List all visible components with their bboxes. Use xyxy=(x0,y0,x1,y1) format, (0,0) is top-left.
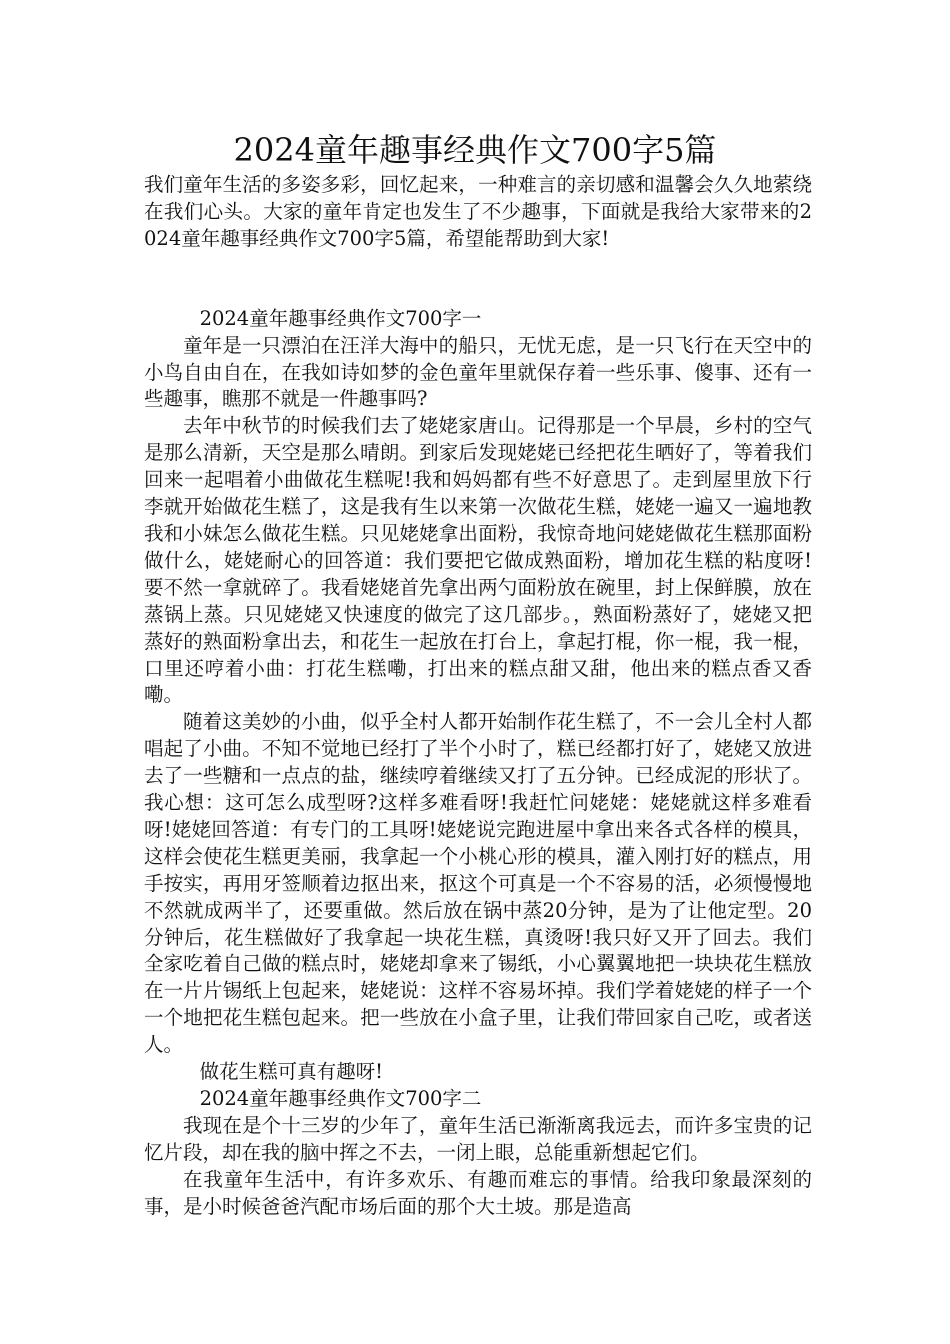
essay-2-paragraph-2: 在我童年生活中，有许多欢乐、有趣而难忘的事情。给我印象最深刻的事，是小时候爸爸汽配市场后面的那个大土坡。那是造高 xyxy=(144,1167,812,1218)
essay-1-paragraph-4: 做花生糕可真有趣呀! xyxy=(199,1060,383,1084)
essay-2-paragraph-1: 我现在是个十三岁的少年了，童年生活已渐渐离我远去，而许多宝贵的记忆片段，却在我的脑中挥之不去，一闭上眼，总能重新想起它们。 xyxy=(144,1113,812,1164)
intro-paragraph: 我们童年生活的多姿多彩，回忆起来，一种难言的亲切感和温馨会久久地萦绕在我们心头。大家的童年肯定也发生了不少趣事，下面就是我给大家带来的2024童年趣事经典作文700字5篇，希望能帮助到大家! xyxy=(144,173,812,250)
paragraph-gap xyxy=(144,253,812,306)
document-title: 2024童年趣事经典作文700字5篇 xyxy=(233,131,717,169)
essay-1-heading: 2024童年趣事经典作文700字一 xyxy=(199,306,482,330)
document-body xyxy=(144,172,812,1221)
essay-1-paragraph-1: 童年是一只漂泊在汪洋大海中的船只，无忧无虑，是一只飞行在天空中的小鸟自由自在，在我如诗如梦的金色童年里就保存着一些乐事、傻事、还有一些趣事，瞧那不就是一件趣事吗? xyxy=(144,333,812,411)
essay-1-paragraph-3: 随着这美妙的小曲，似乎全村人都开始制作花生糕了，不一会儿全村人都唱起了小曲。不知不觉地已经打了半个小时了，糕已经都打好了，姥姥又放进去了一些糖和一点点的盐，继续哼着继续又打了五分钟。已经成泥的形状了。我心想：这可怎么成型呀?这样多难看呀!我赶忙问姥姥：姥姥就这样多难看呀!姥姥回答道：有专门的工具呀!姥姥说完跑进屋中拿出来各式各样的模具，这样会使花生糕更美丽，我拿起一个小桃心形的模具，灌入刚打好的糕点，用手按实，再用牙签顺着边抠出来，抠这个可真是一个不容易的活，必须慢慢地不然就成两半了，还要重做。然后放在锅中蒸20分钟，是为了让他定型。20分钟后，花生糕做好了我拿起一块花生糕，真烫呀!我只好又开了回去。我们全家吃着自己做的糕点时，姥姥却拿来了锡纸，小心翼翼地把一块块花生糕放在一片片锡纸上包起来，姥姥说：这样不容易坏掉。我们学着姥姥的样子一个一个地把花生糕包起来。把一些放在小盒子里，让我们带回家自己吃，或者送人。 xyxy=(144,710,812,1057)
essay-2-heading: 2024童年趣事经典作文700字二 xyxy=(199,1087,482,1110)
essay-1-paragraph-2: 去年中秋节的时候我们去了姥姥家唐山。记得那是一个早晨，乡村的空气是那么清新，天空是那么晴朗。到家后发现姥姥已经把花生晒好了，等着我们回来一起唱着小曲做花生糕呢!我和妈妈都有些不好意思了。走到屋里放下行李就开始做花生糕了，这是我有生以来第一次做花生糕，姥姥一遍又一遍地教我和小妹怎么做花生糕。只见姥姥拿出面粉，我惊奇地问姥姥做花生糕那面粉做什么，姥姥耐心的回答道：我们要把它做成熟面粉，增加花生糕的粘度呀!要不然一拿就碎了。我看姥姥首先拿出两勺面粉放在碗里，封上保鲜膜，放在蒸锅上蒸。只见姥姥又快速度的做完了这几部步。，熟面粉蒸好了，姥姥又把蒸好的熟面粉拿出去，和花生一起放在打台上，拿起打棍，你一棍，我一棍，口里还哼着小曲：打花生糕嘞，打出来的糕点甜又甜，他出来的糕点香又香嘞。 xyxy=(144,414,812,707)
